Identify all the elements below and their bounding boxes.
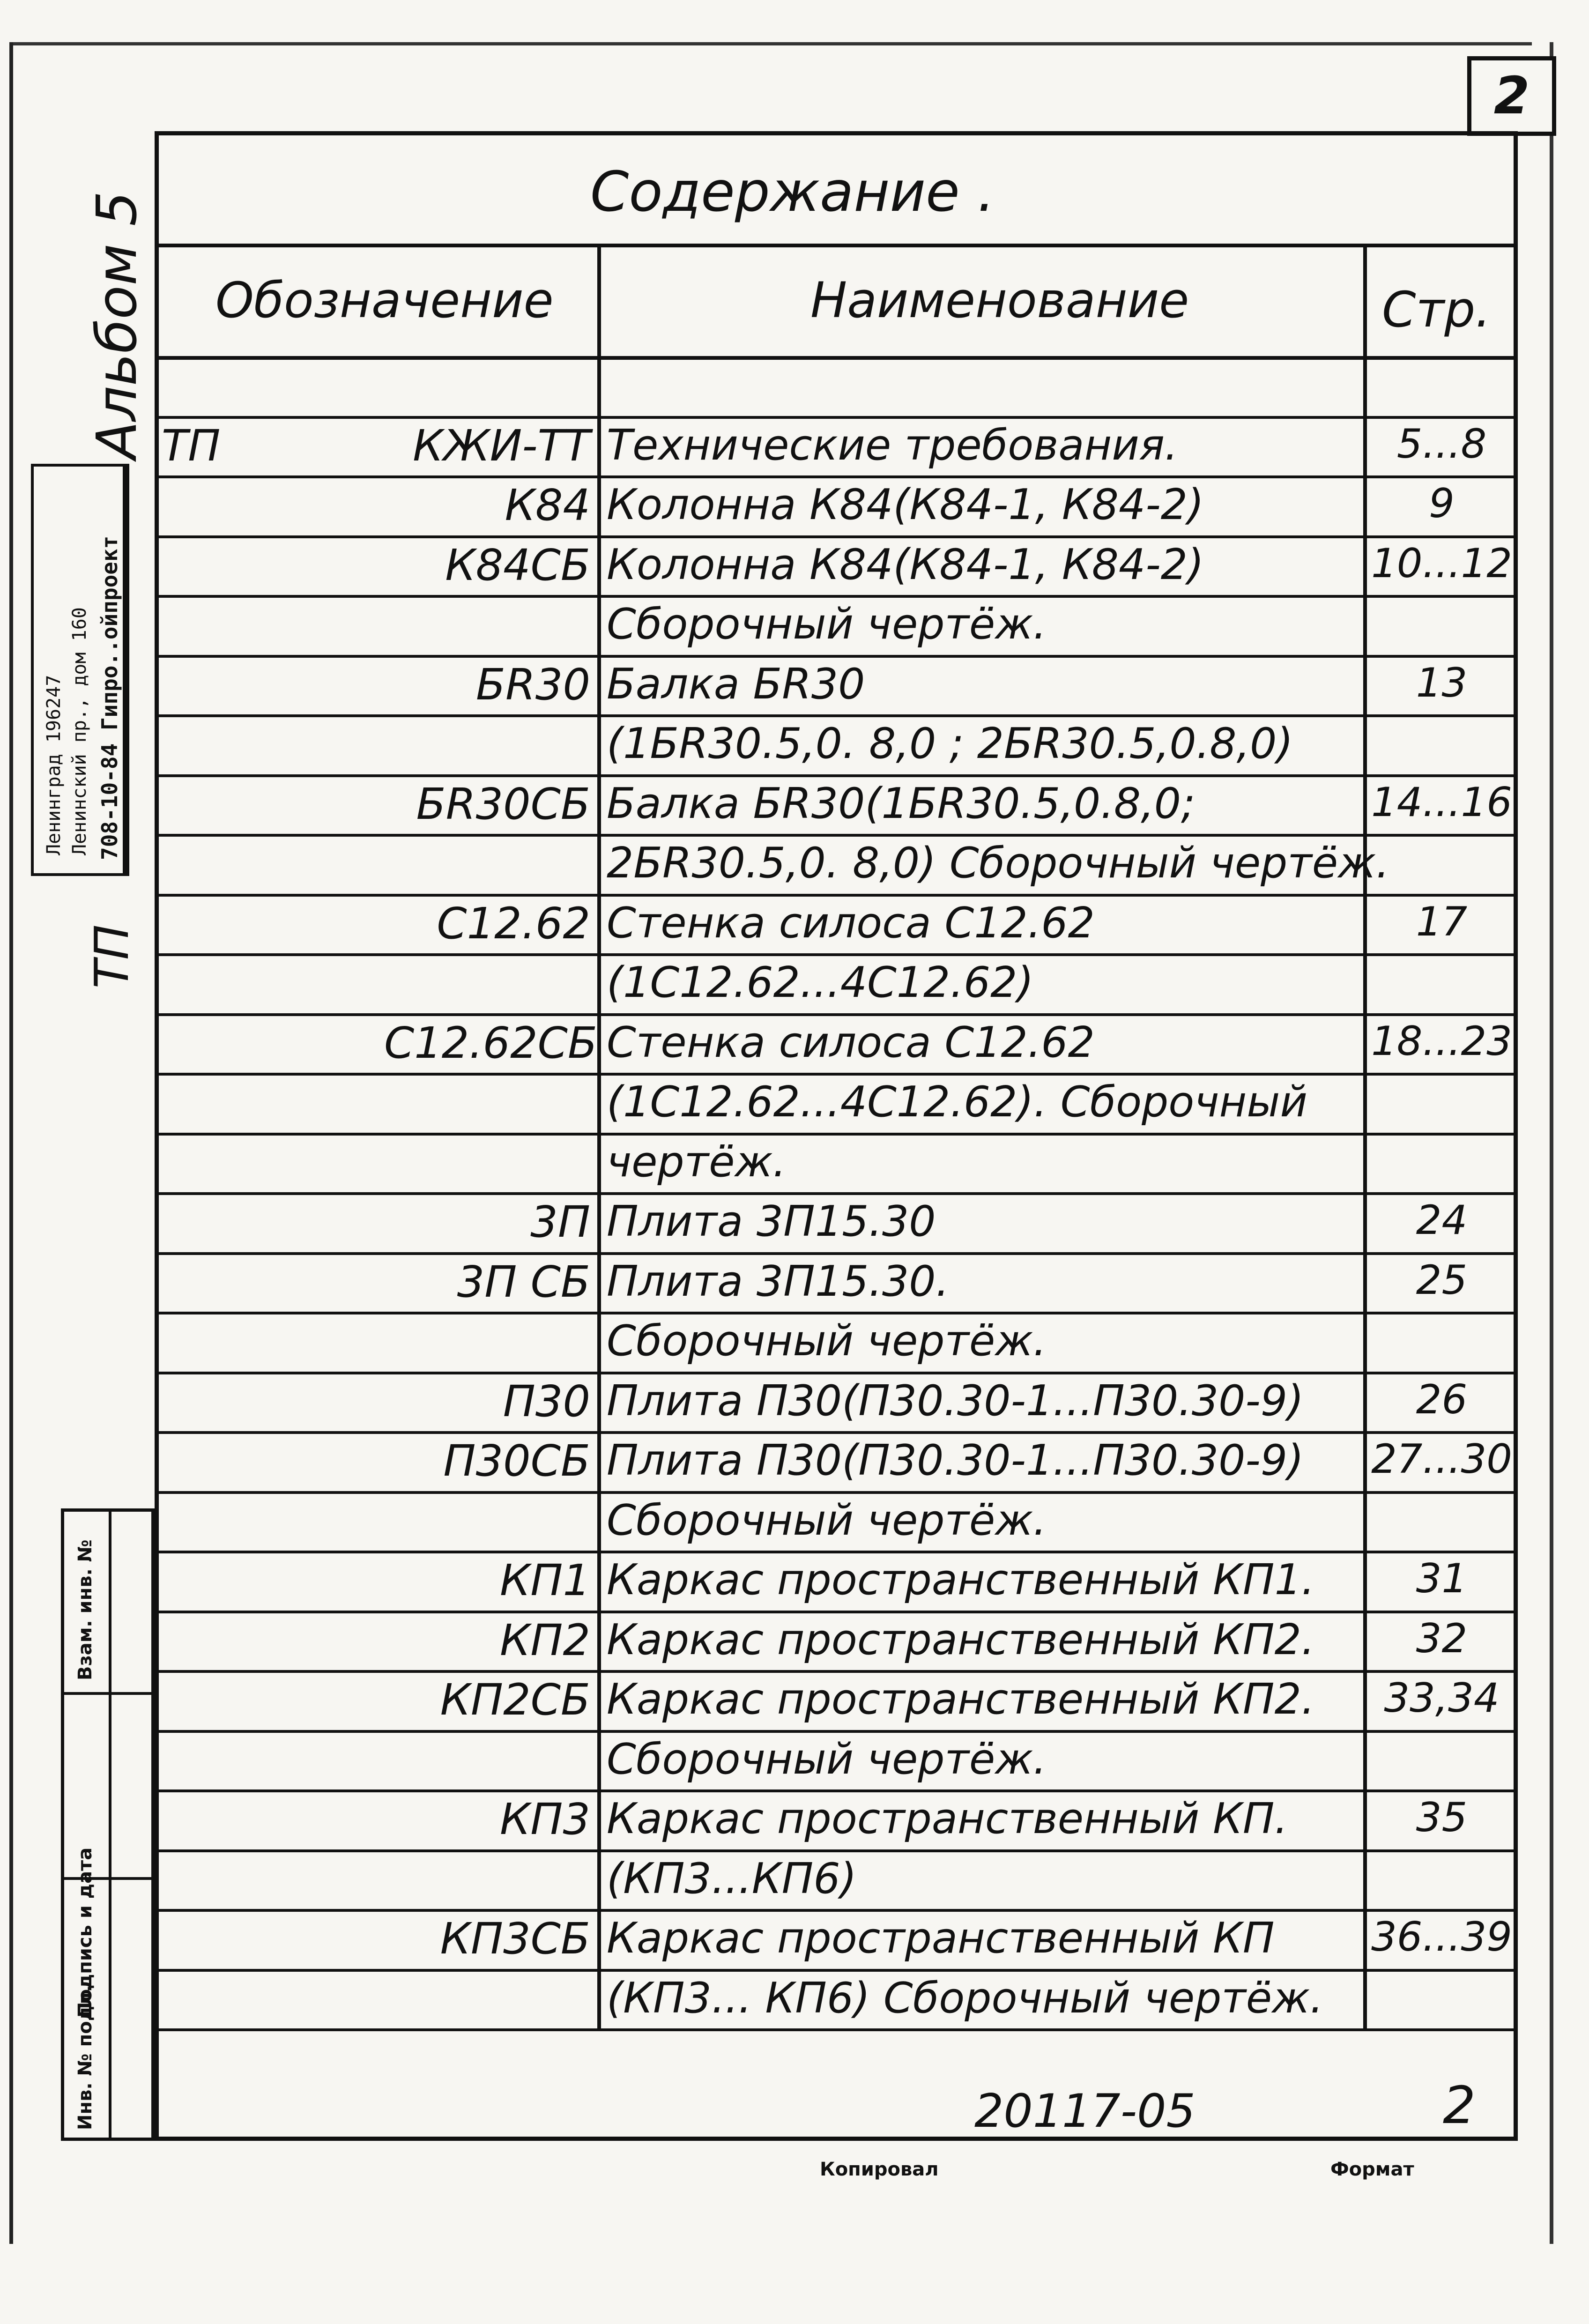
row-page: 18...23 — [1371, 1017, 1512, 1065]
row-designation: 3П — [530, 1197, 590, 1247]
outer-border-left — [9, 42, 13, 2244]
stamp-line-2: Ленинский пр., дом 160 — [69, 607, 90, 855]
row-divider — [155, 1969, 1518, 1972]
sheet-number: 2 — [1493, 66, 1530, 126]
row-divider — [155, 1013, 1518, 1016]
side-album-label: Альбом 5 — [84, 191, 149, 459]
row-page: 9 — [1429, 480, 1455, 527]
row-name: Стенка силоса С12.62 — [607, 1017, 1095, 1067]
row-name: Каркас пространственный КП. — [607, 1794, 1288, 1843]
row-name: 2БR30.5,0. 8,0) Сборочный чертёж. — [607, 839, 1389, 888]
row-designation: БR30 — [475, 659, 590, 710]
document-number: 20117-05 — [974, 2085, 1195, 2138]
row-page: 26 — [1416, 1376, 1468, 1423]
binding-label-inv: Инв. № подл. — [74, 1985, 96, 2130]
binding-label-replace: Взам. инв. № — [74, 1539, 96, 1680]
header-page: Стр. — [1382, 281, 1491, 338]
row-designation: 3П СБ — [457, 1256, 590, 1307]
row-divider — [155, 416, 1518, 419]
row-page: 31 — [1416, 1555, 1468, 1602]
row-name: Каркас пространственный КП — [607, 1914, 1275, 1963]
row-page: 13 — [1416, 659, 1468, 706]
row-name: Сборочный чертёж. — [607, 1316, 1047, 1366]
institute-stamp — [31, 464, 129, 876]
row-name: Плита 3П15.30 — [607, 1197, 936, 1246]
row-page: 36...39 — [1371, 1914, 1512, 1960]
row-divider — [155, 1252, 1518, 1255]
header-name: Наименование — [810, 272, 1189, 329]
row-divider — [155, 1372, 1518, 1374]
row-name: Каркас пространственный КП2. — [607, 1675, 1315, 1724]
row-name: Колонна К84(К84-1, К84-2) — [607, 480, 1204, 529]
row-name: Каркас пространственный КП2. — [607, 1615, 1315, 1664]
binding-strip — [61, 1508, 155, 2141]
row-designation: КП2 — [499, 1615, 590, 1665]
header-designation: Обозначение — [215, 272, 554, 329]
row-page: 14...16 — [1371, 779, 1512, 826]
row-divider — [155, 1730, 1518, 1733]
row-divider — [155, 595, 1518, 598]
footer-page-number: 2 — [1443, 2075, 1476, 2135]
row-divider — [155, 774, 1518, 777]
row-page: 10...12 — [1371, 540, 1512, 587]
row-name: (1С12.62...4С12.62) — [607, 958, 1034, 1007]
row-page: 32 — [1416, 1615, 1468, 1662]
row-page: 24 — [1416, 1197, 1468, 1244]
row-name: Сборочный чертёж. — [607, 600, 1047, 649]
row-name: Балка БR30(1БR30.5,0.8,0; — [607, 779, 1195, 828]
outer-border-top — [9, 42, 1532, 45]
row-name: Каркас пространственный КП1. — [607, 1555, 1315, 1604]
row-divider — [155, 535, 1518, 538]
row-divider — [155, 714, 1518, 717]
row-divider — [155, 953, 1518, 956]
copied-label: Копировал — [820, 2159, 939, 2180]
row-designation: П30СБ — [443, 1436, 590, 1486]
row-page: 35 — [1416, 1794, 1468, 1841]
row-divider — [155, 1312, 1518, 1314]
row-page: 5...8 — [1396, 420, 1487, 468]
column-divider-1 — [597, 244, 601, 2028]
row-name: Сборочный чертёж. — [607, 1495, 1047, 1545]
row-divider — [155, 894, 1518, 897]
row-designation: БR30СБ — [416, 779, 590, 829]
row-divider — [155, 834, 1518, 837]
row-divider — [155, 1491, 1518, 1494]
stamp-line-3: 708-10-84 Гипро..ойпроект — [97, 535, 122, 860]
row-page: 17 — [1416, 898, 1468, 945]
row-divider — [155, 1789, 1518, 1792]
row-designation: П30 — [503, 1376, 590, 1426]
format-label: Формат — [1330, 2159, 1414, 2180]
row-divider — [155, 1431, 1518, 1434]
row-divider — [155, 1611, 1518, 1613]
row-name: (1С12.62...4С12.62). Сборочный — [607, 1077, 1307, 1127]
header-divider — [155, 356, 1518, 360]
row-name: Стенка силоса С12.62 — [607, 898, 1095, 948]
row-divider — [155, 1849, 1518, 1852]
row-designation: КП3 — [499, 1794, 590, 1844]
row-page: 25 — [1416, 1256, 1468, 1304]
row-name: (1БR30.5,0. 8,0 ; 2БR30.5,0.8,0) — [607, 719, 1293, 768]
row-page: 33,34 — [1384, 1675, 1500, 1722]
row-name: Балка БR30 — [607, 659, 865, 709]
row-divider — [155, 1909, 1518, 1912]
row-name: Плита П30(П30.30-1...П30.30-9) — [607, 1376, 1304, 1426]
column-divider-2 — [1363, 244, 1367, 2028]
row-page: 27...30 — [1371, 1436, 1512, 1483]
row-designation: С12.62 — [437, 898, 590, 949]
row-divider — [155, 655, 1518, 658]
row-name: Плита 3П15.30. — [607, 1256, 950, 1306]
row-name: чертёж. — [607, 1137, 787, 1187]
outer-border-right — [1550, 42, 1553, 2244]
row-name: Технические требования. — [607, 420, 1178, 470]
row-prefix: ТП — [162, 420, 221, 471]
row-designation: КЖИ-ТТ — [413, 420, 590, 471]
row-name: (КП3... КП6) Сборочный чертёж. — [607, 1973, 1323, 2023]
row-divider — [155, 1133, 1518, 1136]
row-divider — [155, 1073, 1518, 1076]
stamp-line-1: Ленинград 196247 — [43, 675, 65, 855]
row-designation: К84 — [505, 480, 590, 530]
row-name: Сборочный чертёж. — [607, 1734, 1047, 1784]
row-divider — [155, 1551, 1518, 1553]
row-designation: КП2СБ — [440, 1675, 590, 1725]
row-divider — [155, 1670, 1518, 1673]
title-divider — [155, 244, 1518, 247]
row-designation: КП1 — [499, 1555, 590, 1605]
row-name: (КП3...КП6) — [607, 1854, 857, 1903]
side-tp-label: ТП — [84, 924, 139, 988]
binding-label-sign: Подпись и дата — [74, 1847, 96, 2018]
row-name: Колонна К84(К84-1, К84-2) — [607, 540, 1204, 589]
row-divider — [155, 1192, 1518, 1195]
row-divider — [155, 2028, 1518, 2031]
page-title: Содержание . — [590, 159, 995, 224]
row-designation: КП3СБ — [440, 1914, 590, 1964]
row-designation: К84СБ — [445, 540, 590, 590]
sheet-number-box — [1467, 56, 1556, 136]
row-divider — [155, 475, 1518, 478]
row-name: Плита П30(П30.30-1...П30.30-9) — [607, 1436, 1304, 1485]
row-designation: С12.62СБ — [384, 1017, 597, 1068]
